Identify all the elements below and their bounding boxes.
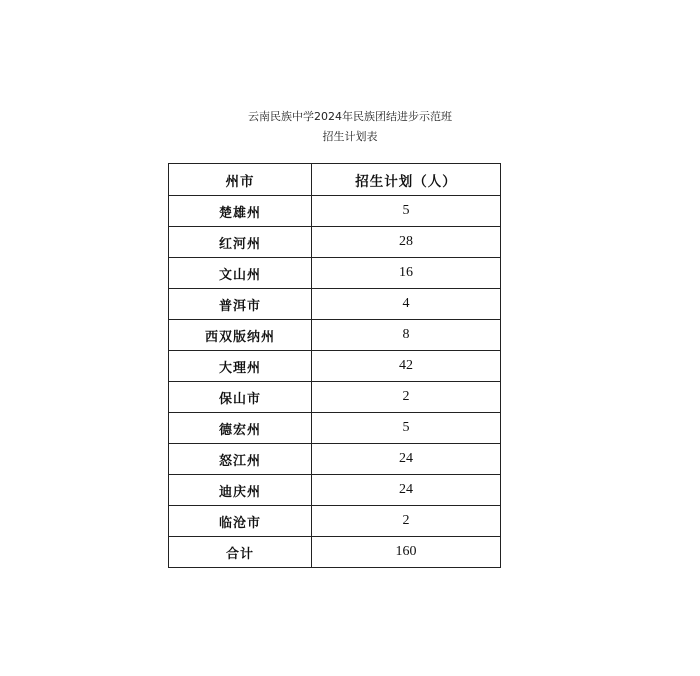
count-cell: 2 [312,506,501,537]
table-row [169,382,501,413]
count-cell: 5 [312,196,501,227]
table-row [169,444,501,475]
region-cell: 怒江州 [169,444,312,475]
total-label-cell: 合计 [169,537,312,568]
region-cell: 楚雄州 [169,196,312,227]
count-cell: 28 [312,227,501,258]
count-cell: 2 [312,382,501,413]
table-header-row [169,164,501,196]
table-row [169,258,501,289]
table-row [169,196,501,227]
count-cell: 16 [312,258,501,289]
table-row [169,475,501,506]
document-subtitle: 招生计划表 [322,130,378,143]
region-cell: 文山州 [169,258,312,289]
region-cell: 临沧市 [169,506,312,537]
total-count-cell: 160 [312,537,501,568]
total-row [169,537,501,568]
table-row [169,320,501,351]
enrollment-plan-table [168,163,501,568]
table-row [169,506,501,537]
region-cell: 迪庆州 [169,475,312,506]
region-cell: 德宏州 [169,413,312,444]
header-region: 州市 [169,164,312,196]
table-row [169,351,501,382]
header-count: 招生计划（人） [312,164,501,196]
count-cell: 42 [312,351,501,382]
count-cell: 4 [312,289,501,320]
region-cell: 大理州 [169,351,312,382]
count-cell: 5 [312,413,501,444]
count-cell: 24 [312,444,501,475]
table-row [169,413,501,444]
region-cell: 保山市 [169,382,312,413]
region-cell: 西双版纳州 [169,320,312,351]
table-row [169,227,501,258]
count-cell: 24 [312,475,501,506]
region-cell: 红河州 [169,227,312,258]
document-title: 云南民族中学2024年民族团结进步示范班 [248,110,452,123]
count-cell: 8 [312,320,501,351]
region-cell: 普洱市 [169,289,312,320]
table-row [169,289,501,320]
